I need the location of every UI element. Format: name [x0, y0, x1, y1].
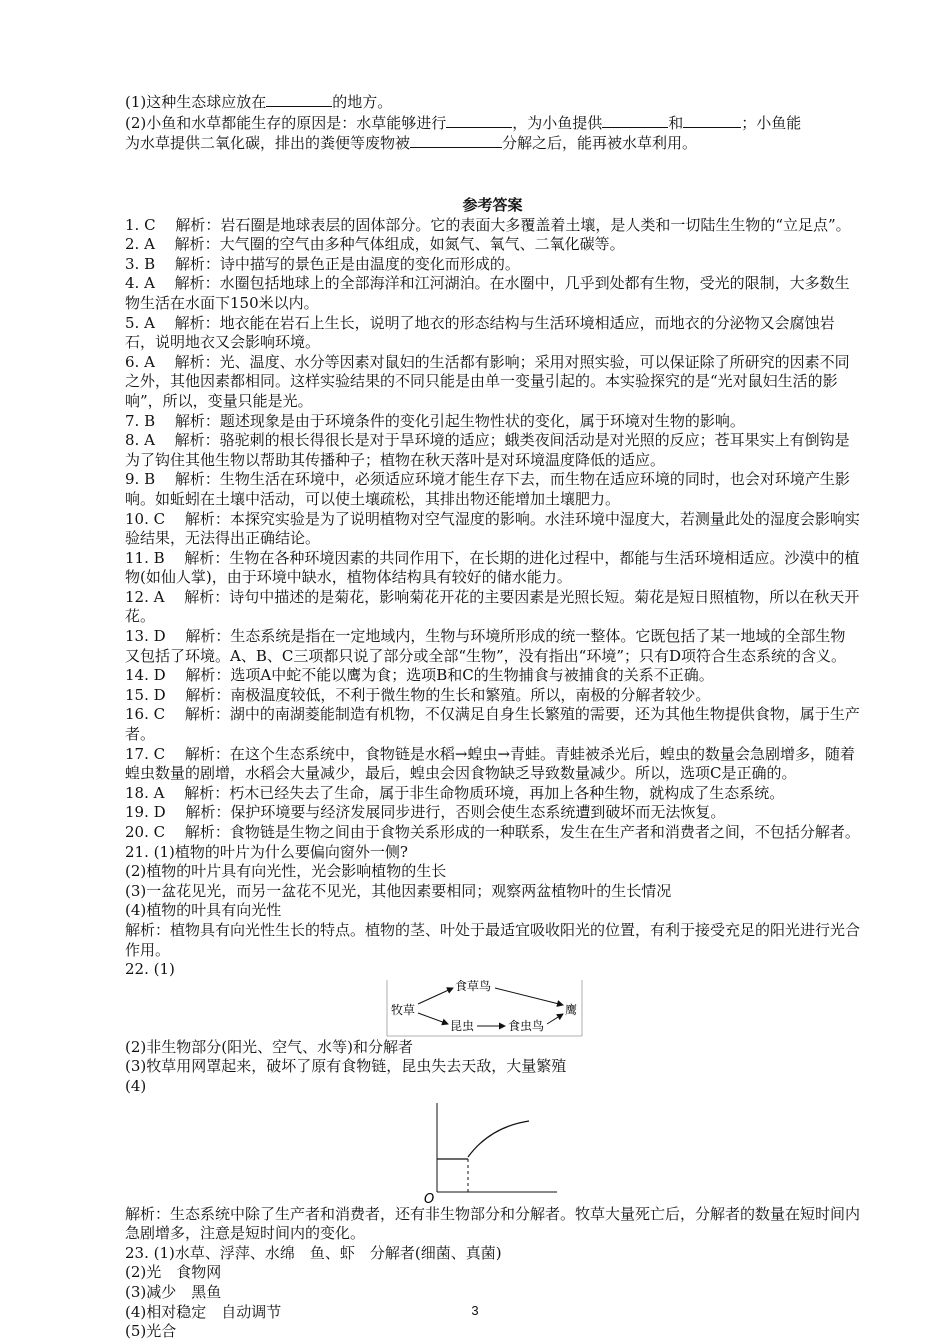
text: (1)这种生态球应放在: [125, 93, 267, 111]
graph-rising-curve: [468, 1121, 529, 1157]
node-grass: 牧草: [391, 1002, 416, 1017]
q23-line-4: (4)相对稳定 自动调节: [125, 1302, 282, 1321]
question-line-3: [125, 133, 860, 154]
arrow-seedbird-eagle: [495, 988, 563, 1005]
answer-14: 14. D 解析：选项A中蛇不能以鹰为食；选项B和C的生物捕食与被捕食的关系不正确。: [125, 666, 714, 685]
answer-5: 5. A 解析：地衣能在岩石上生长，说明了地衣的形态结构与生活环境相适应，而地衣的分泌物又会腐蚀岩石，说明地衣又会影响环境。: [125, 313, 835, 352]
text: ，为小鱼提供: [512, 113, 603, 132]
arrow-grass-seedbird: [418, 988, 453, 1004]
arrow-grass-insect: [418, 1013, 448, 1024]
answer-11: 11. B 解析：生物在各种环境因素的共同作用下，在长期的进化过程中，都能与生活环境相适应。沙漠中的植物(如仙人掌)，由于环境中缺水，植物体结构具有较好的储水能力。: [125, 548, 860, 587]
answer-16: 16. C 解析：湖中的南湖菱能制造有机物，不仅满足自身生长繁殖的需要，还为其他生物提供食物，属于生产者。: [125, 705, 860, 744]
q22-line-4: (4): [125, 1076, 147, 1095]
text: ；小鱼能: [741, 113, 802, 132]
q21-line-2: (2)植物的叶片具有向光性，光会影响植物的生长: [125, 862, 447, 881]
answer-9: 9. B 解析：生物生活在环境中，必须适应环境才能生存下去，而生物在适应环境的同时，也会对环境产生影响。如蚯蚓在土壤中活动，可以使土壤疏松，其排出物还能增加土壤肥力。: [125, 470, 850, 508]
answers-list: [125, 216, 860, 843]
q21-line-3: (3)一盆花见光，而另一盆花不见光，其他因素要相同；观察两盆植物叶的生长情况: [125, 881, 672, 900]
q23-line-2: (2)光 食物网: [125, 1263, 222, 1282]
answer-13: 13. D 解析：生态系统是指在一定地域内，生物与环境所形成的统一整体。它既包括了某一地域的全部生物又包括了环境。A、B、C三项都只说了部分或全部“生物”，没有指出“环境”；只有D项符合生态系统的含义。: [125, 627, 847, 665]
q22-head: 22. (1): [125, 960, 175, 979]
node-seed-bird: 食草鸟: [455, 979, 492, 993]
q22-line-3: (3)牧草用网罩起来，破坏了原有食物链，昆虫失去天敌，大量繁殖: [125, 1057, 567, 1076]
answer-18: 18. A 解析：朽木已经失去了生命，属于非生命物质环境，再加上各种生物，就构成了生态系统。: [125, 783, 785, 802]
node-insect: 昆虫: [450, 1018, 475, 1033]
q21-line-4: (4)植物的叶具有向光性: [125, 901, 282, 920]
food-web-diagram: [125, 980, 860, 1038]
text: 分解之后，能再被水草利用。: [502, 134, 698, 153]
q23-line-5: (5)光合: [125, 1322, 177, 1341]
node-eagle: 鹰: [565, 1002, 578, 1017]
q22-analysis: 解析：生态系统中除了生产者和消费者，还有非生物部分和分解者。牧草大量死亡后，分解者的数量在短时间内急剧增多，注意是短时间内的变化。: [125, 1204, 861, 1243]
page-number: 3: [471, 1303, 479, 1318]
answer-10: 10. C 解析：本探究实验是为了说明植物对空气湿度的影响。水洼环境中湿度大，若测量此处的湿度会影响实验结果，无法得出正确结论。: [125, 509, 860, 548]
answer-7: 7. B 解析：题述现象是由于环境条件的变化引起生物性状的变化，属于环境对生物的影响。: [125, 411, 745, 430]
text: 为水草提供二氧化碳，排出的粪便等废物被: [125, 134, 411, 153]
answer-1: 1. C 解析：岩石圈是地球表层的固体部分。它的表面大多覆盖着土壤，是人类和一切陆生生物的“立足点”。: [125, 215, 851, 234]
node-insect-bird: 食虫鸟: [508, 1018, 545, 1033]
blank: [266, 92, 332, 107]
answer-6: 6. A 解析：光、温度、水分等因素对鼠妇的生活都有影响；采用对照实验，可以保证除了所研究的因素不同之外，其他因素都相同。这样实验结果的不同只能是由单一变量引起的。本实验探究的是“光对鼠妇生活的影响”，所以，变量只能是光。: [125, 352, 850, 410]
answers-section: [125, 196, 860, 1342]
blank: [602, 113, 668, 128]
answer-12: 12. A 解析：诗句中描述的是菊花，影响菊花开花的主要因素是光照长短。菊花是短日照植物，所以在秋天开花。: [125, 587, 860, 626]
arrow-insectbird-eagle: [547, 1014, 563, 1024]
q21-analysis: 解析：植物具有向光性生长的特点。植物的茎、叶处于最适宜吸收阳光的位置，有利于接受充足的阳光进行光合作用。: [125, 920, 861, 959]
question-line-2: [125, 113, 860, 134]
q23-line-1: 23. (1)水草、浮萍、水绵 鱼、虾 分解者(细菌、真菌): [125, 1243, 502, 1262]
food-web-figure: [125, 980, 860, 1038]
text: (2)小鱼和水草都能生存的原因是：水草能够进行: [125, 113, 447, 132]
graph-origin-label: O: [424, 1191, 435, 1205]
question-block: [125, 92, 860, 154]
answer-20: 20. C 解析：食物链是生物之间由于食物关系形成的一种联系，发生在生产者和消费者之间，不包括分解者。: [125, 823, 860, 841]
decomposer-graph: [125, 1097, 860, 1205]
answer-15: 15. D 解析：南极温度较低，不利于微生物的生长和繁殖。所以，南极的分解者较少。: [125, 685, 711, 704]
blank: [446, 113, 512, 128]
q23-line-3: (3)减少 黑鱼: [125, 1282, 222, 1301]
text: 和: [668, 113, 684, 132]
answer-2: 2. A 解析：大气圈的空气由多种气体组成，如氮气、氧气、二氧化碳等。: [125, 235, 625, 254]
answers-title: 参考答案: [462, 196, 523, 214]
answer-8: 8. A 解析：骆驼刺的根长得很长是对于旱环境的适应；蛾类夜间活动是对光照的反应；苍耳果实上有倒钩是为了钩住其他生物以帮助其传播种子；植物在秋天落叶是对环境温度降低的适应。: [125, 431, 850, 469]
blank: [683, 113, 741, 128]
text: 的地方。: [332, 93, 393, 111]
answer-4: 4. A 解析：水圈包括地球上的全部海洋和江河湖泊。在水圈中，几乎到处都有生物，受光的限制，大多数生物生活在水面下150米以内。: [125, 274, 850, 312]
blank: [410, 133, 502, 148]
q21-line-1: 21. (1)植物的叶片为什么要偏向窗外一侧?: [125, 842, 408, 861]
answer-19: 19. D 解析：保护环境要与经济发展同步进行，否则会使生态系统遭到破坏而无法恢复。: [125, 803, 726, 822]
answer-3: 3. B 解析：诗中描写的景色正是由温度的变化而形成的。: [125, 254, 520, 273]
q22-line-2: (2)非生物部分(阳光、空气、水等)和分解者: [125, 1037, 413, 1056]
question-line-1: [125, 92, 860, 113]
decomposer-graph-figure: [125, 1097, 860, 1205]
answer-17: 17. C 解析：在这个生态系统中，食物链是水稻→蝗虫→青蛙。青蛙被杀光后，蝗虫的数量会急剧增多，随着蝗虫数量的剧增，水稻会大量减少，最后，蝗虫会因食物缺乏导致数量减少。所以，选项C是正确的。: [125, 744, 856, 783]
